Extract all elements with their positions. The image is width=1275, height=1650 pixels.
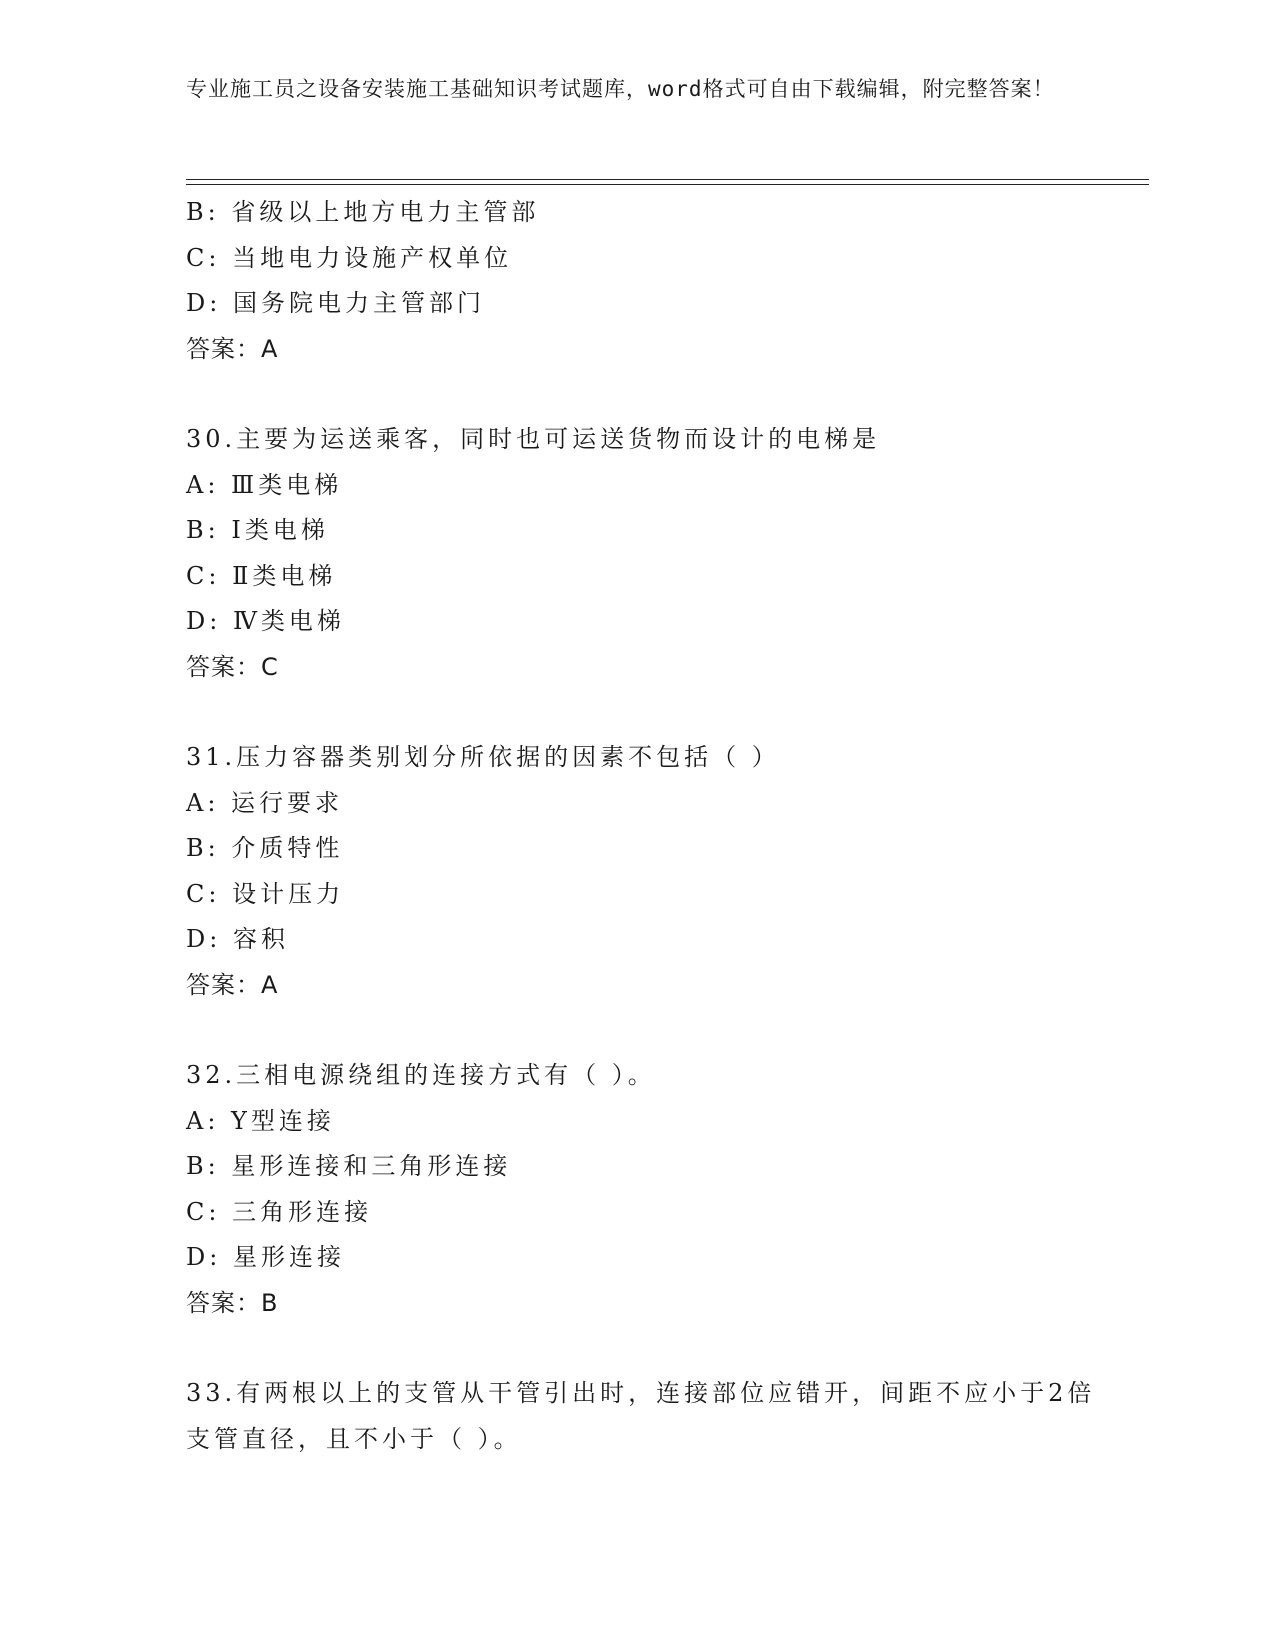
option-a: A: Y型连接 xyxy=(186,1106,335,1135)
header-rule-top xyxy=(186,179,1149,180)
question-text: 31.压力容器类别划分所依据的因素不包括（ ） xyxy=(186,743,780,771)
option-b: B: 介质特性 xyxy=(186,834,344,862)
header-rule-bottom xyxy=(186,184,1149,185)
option-c: C: 设计压力 xyxy=(186,879,345,908)
option-a: A: 运行要求 xyxy=(186,788,344,817)
question-30 xyxy=(186,417,1106,690)
answer-line: 答案：C xyxy=(186,652,279,681)
question-text: 30.主要为运送乘客，同时也可运送货物而设计的电梯是 xyxy=(186,425,881,453)
option-c: C: 三角形连接 xyxy=(186,1197,373,1226)
answer-line: 答案：B xyxy=(186,1288,279,1317)
partial-question xyxy=(186,190,1106,372)
question-33 xyxy=(186,1371,1106,1462)
question-content xyxy=(186,190,1106,1462)
document-header: 专业施工员之设备安装施工基础知识考试题库，word格式可自由下载编辑，附完整答案！ xyxy=(186,77,1055,101)
option-b: B: 省级以上地方电力主管部 xyxy=(186,198,540,226)
question-text: 33.有两根以上的支管从干管引出时，连接部位应错开，间距不应小于2倍支管直径，且不小于（ ）。 xyxy=(186,1379,1096,1453)
answer-line: 答案：A xyxy=(186,970,279,999)
option-d: D: 星形连接 xyxy=(186,1243,345,1271)
option-c: C: Ⅱ类电梯 xyxy=(186,561,337,590)
question-32 xyxy=(186,1053,1106,1326)
option-d: D: Ⅳ类电梯 xyxy=(186,607,345,635)
option-d: D: 容积 xyxy=(186,925,289,953)
question-31 xyxy=(186,735,1106,1008)
option-a: A: Ⅲ类电梯 xyxy=(186,470,343,499)
option-c: C: 当地电力设施产权单位 xyxy=(186,243,513,272)
question-text: 32.三相电源绕组的连接方式有（ ）。 xyxy=(186,1061,656,1089)
option-d: D: 国务院电力主管部门 xyxy=(186,289,485,317)
option-b: B: 星形连接和三角形连接 xyxy=(186,1152,512,1180)
answer-line: 答案：A xyxy=(186,334,279,363)
option-b: B: Ⅰ类电梯 xyxy=(186,516,329,544)
